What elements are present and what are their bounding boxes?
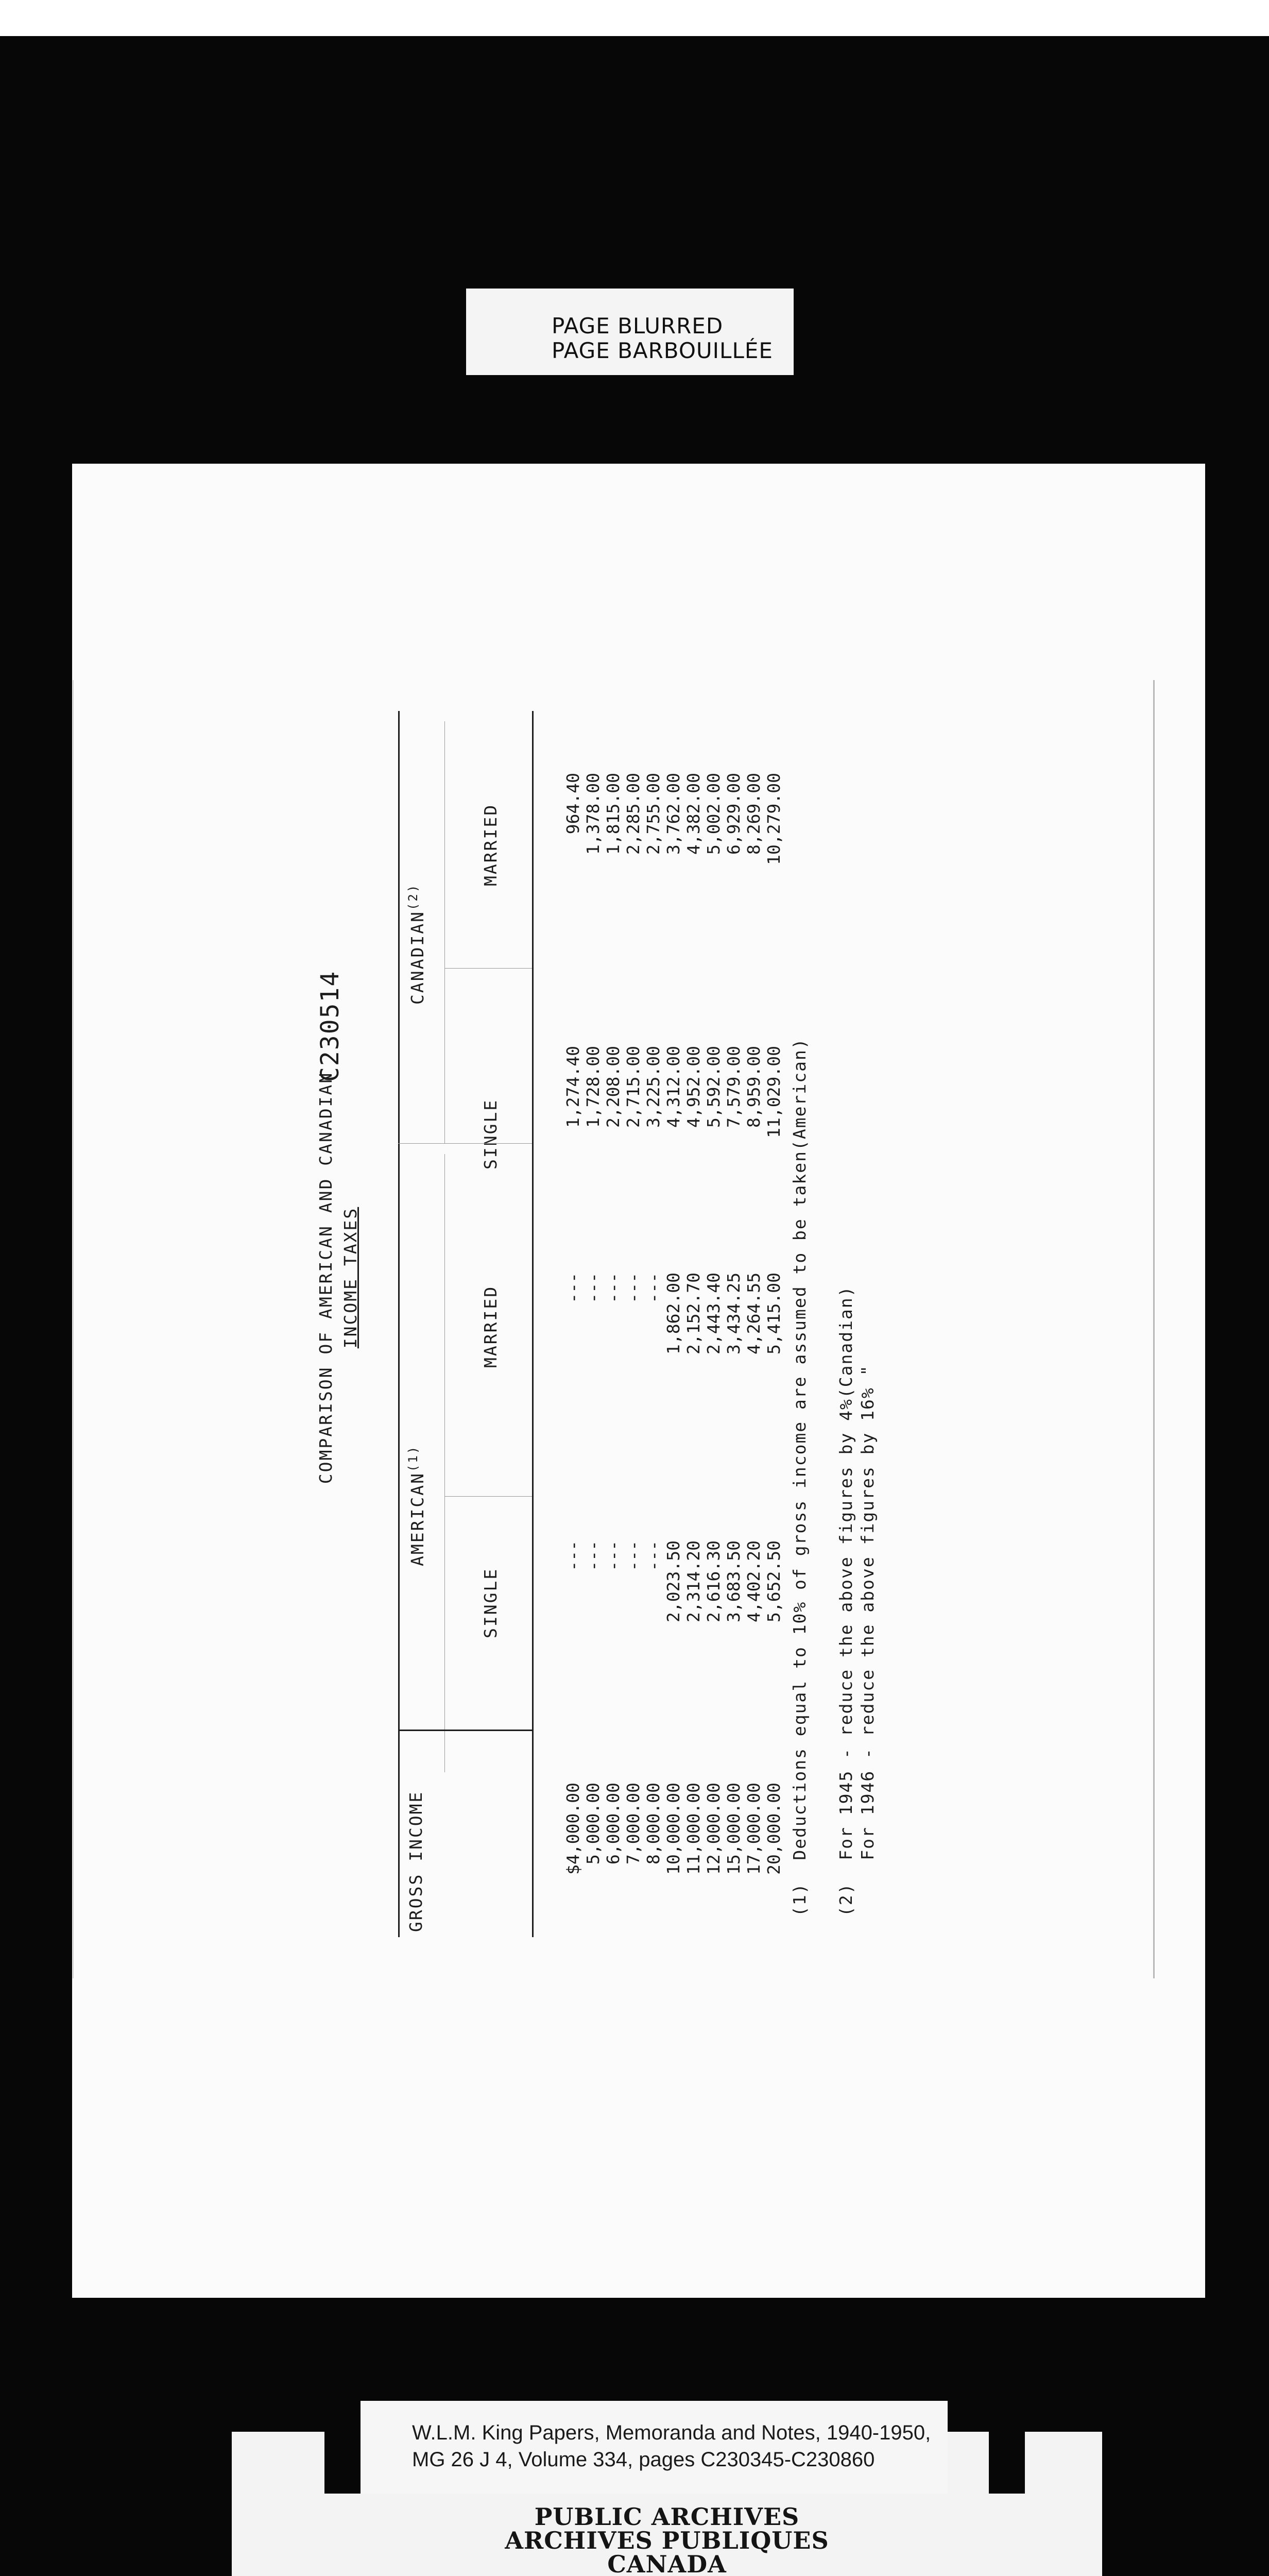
canadian-single-cell: 2,715.00 [623,1046,643,1128]
canadian-single-cell: 11,029.00 [764,1046,784,1138]
american-single-cell: 2,314.20 [683,1540,704,1622]
collection-caption [361,2401,948,2494]
american-married-cell: 1,862.00 [663,1273,683,1354]
col-head-canadian-married: MARRIED [481,803,501,886]
canadian-married-cell: 964.40 [563,773,583,835]
caption-line-2: MG 26 J 4, Volume 334, pages C230345-C230860 [412,2448,875,2471]
col-head-american-single: SINGLE [481,1567,501,1638]
american-married-cell: --- [603,1273,623,1303]
caption-line-1: W.L.M. King Papers, Memoranda and Notes, 1940-1950, [412,2421,931,2444]
canadian-married-column [563,773,784,963]
american-single-cell: 2,023.50 [663,1540,683,1622]
canadian-married-cell: 1,815.00 [603,773,623,855]
canadian-single-cell: 8,959.00 [744,1046,764,1128]
footnote-2b: For 1946 - reduce the above figures by 16% " [858,1364,878,1917]
american-married-cell: 2,443.40 [704,1273,724,1354]
archives-french: ARCHIVES PUBLIQUES [505,2527,829,2554]
canadian-married-cell: 2,755.00 [643,773,663,855]
gross-income-cell: $4,000.00 [563,1783,583,1875]
canadian-group-rule [444,721,445,1144]
page-blurred-label [466,289,794,375]
canadian-married-cell: 4,382.00 [683,773,704,855]
american-single-cell: --- [563,1540,583,1571]
canadian-married-cell: 8,269.00 [744,773,764,855]
american-married-cell: 2,152.70 [683,1273,704,1354]
gross-income-cell: 7,000.00 [623,1783,643,1865]
american-married-cell: --- [623,1273,643,1303]
header-bottom-rule [532,711,534,1937]
canadian-married-cell: 2,285.00 [623,773,643,855]
gross-income-cell: 8,000.00 [643,1783,663,1865]
blurred-label-french: PAGE BARBOUILLÉE [552,338,773,363]
american-single-cell: 5,652.50 [764,1540,784,1622]
gross-income-cell: 6,000.00 [603,1783,623,1865]
american-single-column [563,1540,784,1710]
group-american-note: (1) [406,1445,420,1472]
divider-groups [398,1143,532,1144]
american-single-cell: --- [603,1540,623,1571]
canadian-single-cell: 2,208.00 [603,1046,623,1128]
gross-income-cell: 5,000.00 [583,1783,603,1865]
canadian-single-cell: 5,592.00 [704,1046,724,1128]
gross-income-cell: 12,000.00 [704,1783,724,1875]
stamp-notch-right [989,2432,1025,2494]
american-married-column [563,1273,784,1443]
canadian-married-cell: 10,279.00 [764,773,784,865]
canadian-single-cell: 4,312.00 [663,1046,683,1128]
inner-page [73,680,1155,1978]
gross-income-cell: 17,000.00 [744,1783,764,1875]
document-number: C230514 [316,970,345,1082]
archives-english: PUBLIC ARCHIVES [534,2503,800,2531]
canadian-single-cell: 1,728.00 [583,1046,603,1128]
canadian-single-column [563,1046,784,1236]
footnote-1: (1) Deductions equal to 10% of gross income are assumed to be taken(American) [790,1038,810,1917]
gross-income-cell: 20,000.00 [764,1783,784,1875]
american-married-cell: 3,434.25 [724,1273,744,1354]
group-canadian-label: CANADIAN [407,910,427,1005]
american-single-cell: --- [583,1540,603,1571]
canadian-single-cell: 4,952.00 [683,1046,704,1128]
gross-income-column [563,1783,784,1947]
archives-country: CANADA [607,2550,727,2576]
american-single-cell: 4,402.20 [744,1540,764,1622]
blurred-label-english: PAGE BLURRED [552,313,724,338]
american-married-cell: --- [643,1273,663,1303]
gross-income-divider [398,1730,532,1731]
tax-table-rotated [202,680,1181,1978]
american-married-cell: 4,264.55 [744,1273,764,1354]
canadian-single-cell: 1,274.40 [563,1046,583,1128]
divider-american [444,1496,532,1497]
table-top-rule [398,711,400,1937]
group-american [406,1445,427,1566]
gross-income-cell: 15,000.00 [724,1783,744,1875]
subtitle-text: INCOME TAXES [340,1207,361,1349]
group-american-label: AMERICAN [407,1472,427,1566]
group-canadian-note: (2) [406,883,420,911]
american-single-cell: 2,616.30 [704,1540,724,1622]
american-group-rule [444,1154,445,1772]
canadian-married-cell: 6,929.00 [724,773,744,855]
col-head-american-married: MARRIED [481,1285,501,1368]
american-married-cell: --- [583,1273,603,1303]
american-single-cell: --- [623,1540,643,1571]
canadian-married-cell: 3,762.00 [663,773,683,855]
gross-income-cell: 10,000.00 [663,1783,683,1875]
col-head-canadian-single: SINGLE [481,1098,501,1170]
col-head-gross-income: GROSS INCOME [406,1790,426,1932]
divider-canadian [444,968,532,969]
stamp-notch-left [324,2432,361,2494]
document-title: COMPARISON OF AMERICAN AND CANADIAN [316,1071,336,1484]
american-single-cell: --- [643,1540,663,1571]
canadian-single-cell: 3,225.00 [643,1046,663,1128]
document-sheet [72,464,1205,2298]
footnote-2a: (2) For 1945 - reduce the above figures by 4%(Canadian) [836,1285,856,1917]
american-married-cell: --- [563,1273,583,1303]
american-married-cell: 5,415.00 [764,1273,784,1354]
gross-income-cell: 11,000.00 [683,1783,704,1875]
group-canadian [406,884,427,1005]
canadian-single-cell: 7,579.00 [724,1046,744,1128]
canadian-married-cell: 1,378.00 [583,773,603,855]
canadian-married-cell: 5,002.00 [704,773,724,855]
american-single-cell: 3,683.50 [724,1540,744,1622]
